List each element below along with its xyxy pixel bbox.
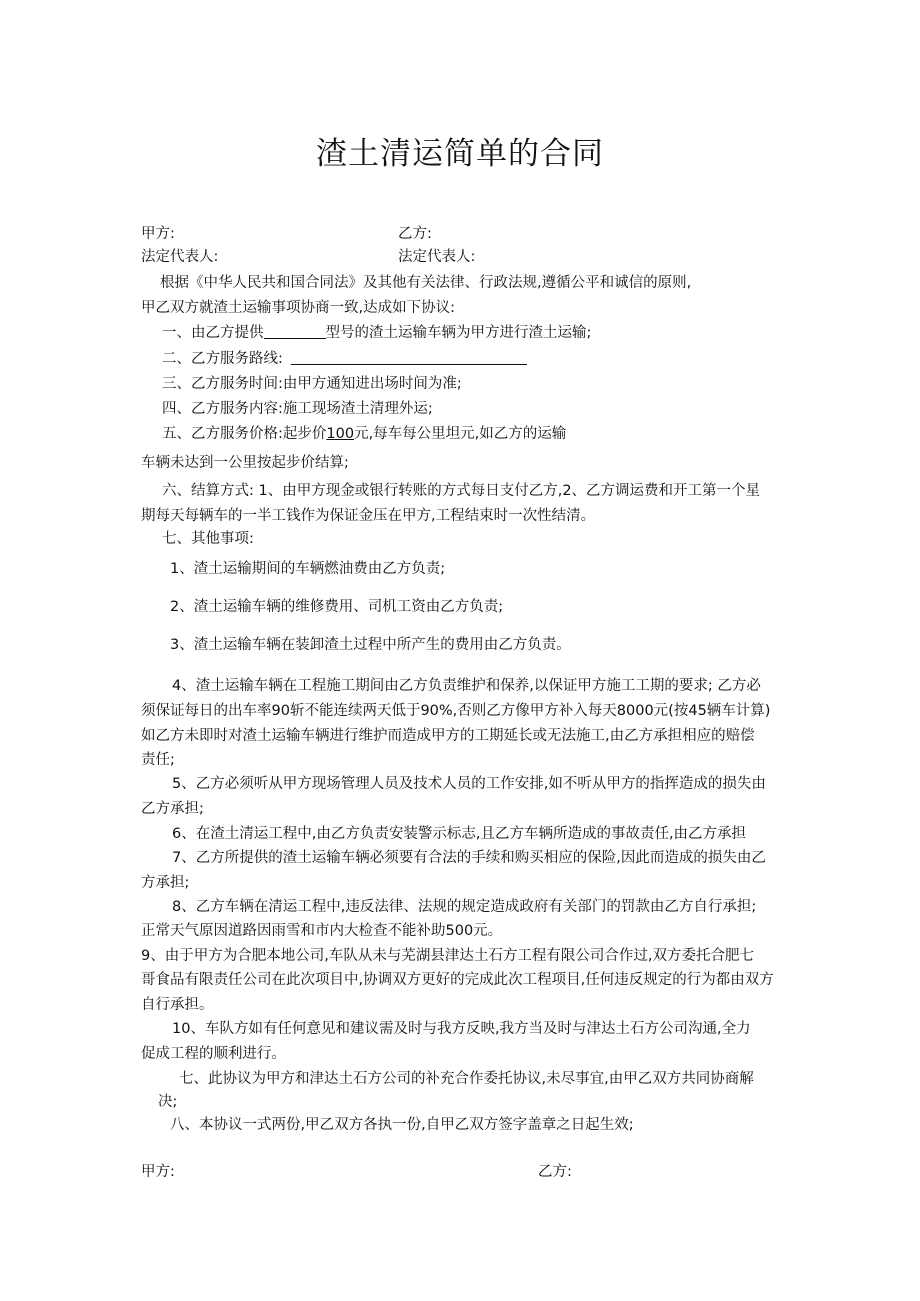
rep-b-label: 法定代表人: [398,249,476,265]
clause-7-heading: 七、其他事项: [162,531,254,547]
intro-line-1: 根据《中华人民共和国合同法》及其他有关法律、行政法规,遵循公平和诚信的原则, [160,275,692,291]
sub-item-4-line-2: 须保证每日的出车率90斩不能连续两天低于90%,否则乙方像甲方补入每天8000元(按45辆车计算) [141,703,771,719]
sub-item-1: 1、渣土运输期间的车辆燃油费由乙方负责; [170,561,446,577]
intro-line-2: 甲乙双方就渣土运输事项协商一致,达成如下协议: [141,300,455,316]
clause-7b-line-2: 决; [158,1094,178,1110]
clause-5 [162,422,566,447]
party-b-label: 乙方: [398,226,432,242]
sub-item-10-line-2: 促成工程的顺利进行。 [141,1046,286,1062]
rep-a-label: 法定代表人: [141,249,219,265]
sub-item-10-line-1: 10、车队方如有任何意见和建议需及时与我方反映,我方当及时与津达土石方公司沟通,全力 [172,1021,751,1037]
sub-item-4-line-4: 责任; [141,752,175,768]
sub-item-5-line-2: 乙方承担; [141,801,204,817]
sub-item-8-line-1: 8、乙方车辆在清运工程中,违反法律、法规的规定造成政府有关部门的罚款由乙方自行承担; [172,899,757,915]
party-a-label: 甲方: [141,226,175,242]
sub-item-9-line-1: 9、由于甲方为合肥本地公司,车队从未与芜湖县津达土石方工程有限公司合作过,双方委托合肥七 [141,948,754,964]
clause-5-post: 元,每车每公里坦元,如乙方的运输 [354,426,567,442]
clause-2-text: 二、乙方服务路线: [162,351,283,367]
sub-item-9-line-3: 自行承担。 [141,997,214,1013]
sub-item-6: 6、在渣土清运工程中,由乙方负责安装警示标志,且乙方车辆所造成的事故责任,由乙方承担 [172,826,747,842]
clause-4: 四、乙方服务内容:施工现场渣土清理外运; [162,401,433,417]
clause-7b-line-1: 七、此协议为甲方和津达土石方公司的补充合作委托协议,未尽事宜,由甲乙双方共同协商解 [179,1071,754,1087]
clause-1 [162,321,591,346]
clause-2 [162,347,527,372]
vehicle-model-blank[interactable] [264,322,326,339]
clause-5-pre: 五、乙方服务价格:起步价 [162,426,327,442]
starting-price: 100 [326,426,355,442]
clause-1-pre: 一、由乙方提供 [162,325,264,341]
sub-item-9-line-2: 哥食品有限责任公司在此次项目中,协调双方更好的完成此次工程项目,任何违反规定的行为都由双方 [141,972,774,988]
clause-6-line-1: 六、结算方式: 1、由甲方现金或银行转账的方式每日支付乙方,2、乙方调运费和开工第一个星 [162,483,761,499]
sub-item-8-line-2: 正常天气原因道路因雨雪和市内大检查不能补助500元。 [141,923,503,939]
signature-party-a: 甲方: [141,1164,175,1180]
clause-5-continued: 车辆未达到一公里按起步价结算; [141,455,349,471]
sub-item-3: 3、渣土运输车辆在装卸渣土过程中所产生的费用由乙方负责。 [170,637,571,653]
service-route-blank[interactable] [291,348,527,365]
signature-party-b: 乙方: [538,1164,572,1180]
sub-item-5-line-1: 5、乙方必须听从甲方现场管理人员及技术人员的工作安排,如不听从甲方的指挥造成的损失由 [172,776,766,792]
document-title: 渣土清运简单的合同 [316,136,604,172]
sub-item-2: 2、渣土运输车辆的维修费用、司机工资由乙方负责; [170,599,504,615]
clause-1-post: 型号的渣土运输车辆为甲方进行渣土运输; [325,325,592,341]
clause-3: 三、乙方服务时间:由甲方通知进出场时间为准; [162,376,462,392]
sub-item-7-line-2: 方承担; [141,875,190,891]
sub-item-7-line-1: 7、乙方所提供的渣土运输车辆必须要有合法的手续和购买相应的保险,因此而造成的损失由乙 [172,850,766,866]
clause-8: 八、本协议一式两份,甲乙双方各执一份,自甲乙双方签字盖章之日起生效; [170,1117,634,1133]
sub-item-4-line-3: 如乙方未即时对渣土运输车辆进行维护而造成甲方的工期延长或无法施工,由乙方承担相应的赔偿 [141,728,755,744]
sub-item-4-line-1: 4、渣土运输车辆在工程施工期间由乙方负责维护和保养,以保证甲方施工工期的要求; 乙方必 [172,678,761,694]
clause-6-line-2: 期每天每辆车的一半工钱作为保证金压在甲方,工程结束时一次性结清。 [141,508,596,524]
